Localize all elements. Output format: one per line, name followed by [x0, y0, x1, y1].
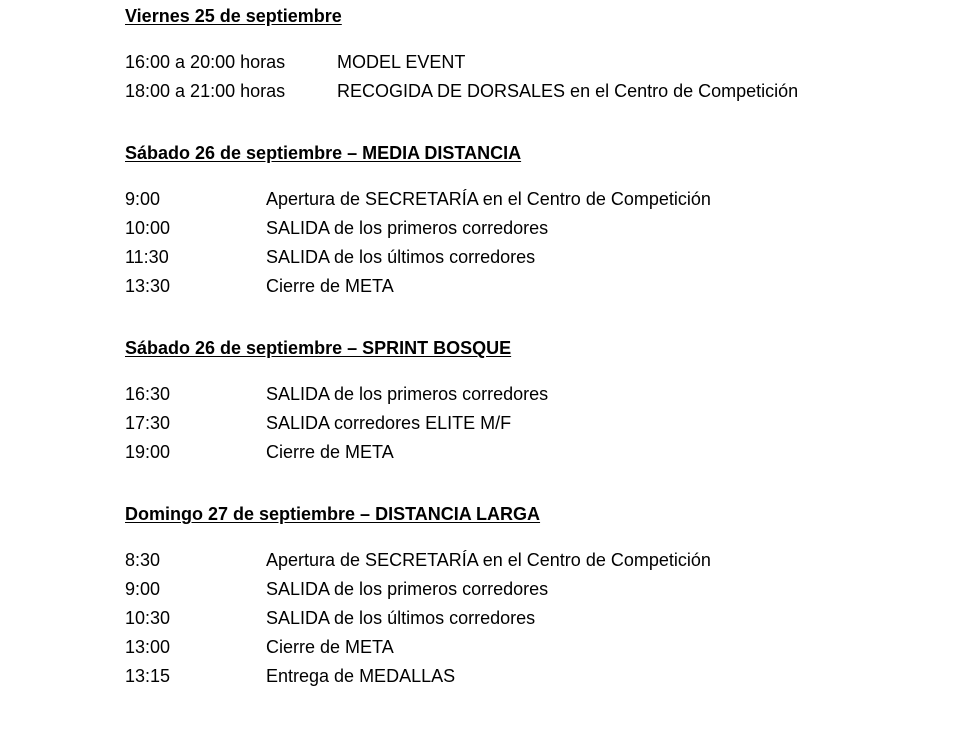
schedule-document [125, 4, 925, 691]
row-time: 13:15 [125, 666, 171, 686]
row-time: 19:00 [125, 442, 171, 462]
row-time: 13:00 [125, 637, 171, 657]
row-description: SALIDA corredores ELITE M/F [266, 413, 512, 433]
row-time: 18:00 a 21:00 horas [125, 81, 286, 101]
row-description: Apertura de SECRETARÍA en el Centro de Competición [266, 550, 711, 570]
row-time: 16:30 [125, 384, 171, 404]
row-time: 8:30 [125, 550, 161, 570]
schedule-row [125, 214, 925, 243]
schedule-row [125, 662, 925, 691]
row-time: 17:30 [125, 413, 171, 433]
row-description: Apertura de SECRETARÍA en el Centro de Competición [266, 189, 711, 209]
row-description: SALIDA de los primeros corredores [266, 579, 549, 599]
row-description: SALIDA de los primeros corredores [266, 384, 549, 404]
row-description: Cierre de META [266, 637, 394, 657]
row-time: 16:00 a 20:00 horas [125, 52, 286, 72]
row-time: 13:30 [125, 276, 171, 296]
row-time: 11:30 [125, 247, 169, 267]
row-description: SALIDA de los primeros corredores [266, 218, 549, 238]
schedule-row [125, 438, 925, 467]
schedule-row [125, 243, 925, 272]
row-description: SALIDA de los últimos corredores [266, 247, 536, 267]
schedule-section-distancia-larga [125, 502, 925, 691]
schedule-row [125, 77, 925, 106]
row-time: 9:00 [125, 579, 161, 599]
row-description: Cierre de META [266, 276, 394, 296]
row-time: 10:00 [125, 218, 171, 238]
row-description: RECOGIDA DE DORSALES en el Centro de Competición [337, 81, 799, 101]
row-description: MODEL EVENT [337, 52, 466, 72]
schedule-row [125, 409, 925, 438]
schedule-row [125, 604, 925, 633]
schedule-row [125, 48, 925, 77]
schedule-section-viernes [125, 4, 925, 106]
section-title: Sábado 26 de septiembre – SPRINT BOSQUE [125, 338, 512, 358]
section-title: Viernes 25 de septiembre [125, 6, 342, 26]
section-title: Domingo 27 de septiembre – DISTANCIA LARGA [125, 504, 541, 524]
schedule-row [125, 575, 925, 604]
section-title: Sábado 26 de septiembre – MEDIA DISTANCIA [125, 143, 522, 163]
schedule-row [125, 185, 925, 214]
schedule-row [125, 380, 925, 409]
schedule-row [125, 546, 925, 575]
row-time: 10:30 [125, 608, 171, 628]
schedule-row [125, 272, 925, 301]
row-description: Entrega de MEDALLAS [266, 666, 456, 686]
schedule-section-sprint-bosque [125, 336, 925, 467]
schedule-row [125, 633, 925, 662]
row-description: SALIDA de los últimos corredores [266, 608, 536, 628]
row-time: 9:00 [125, 189, 161, 209]
schedule-section-media-distancia [125, 141, 925, 301]
row-description: Cierre de META [266, 442, 394, 462]
